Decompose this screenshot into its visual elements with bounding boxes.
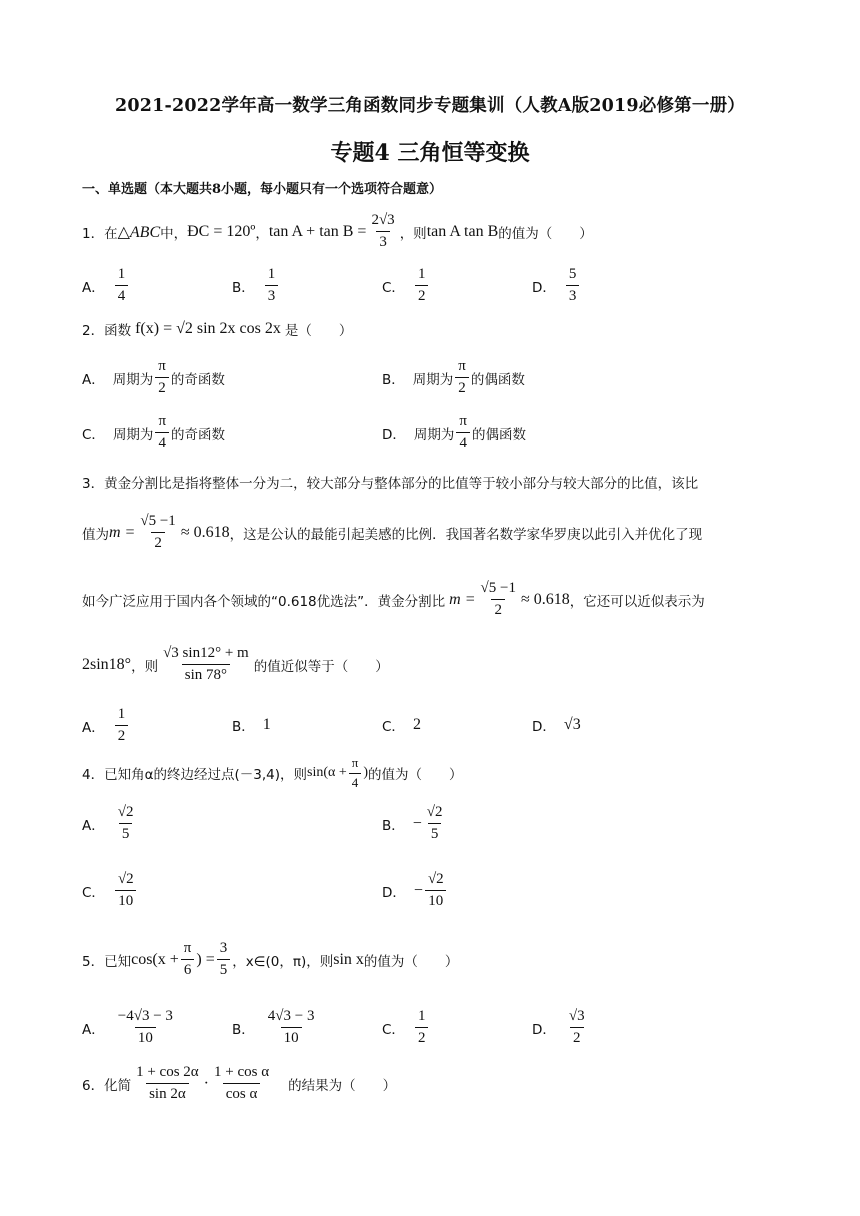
section-heading: 一、单选题（本大题共8小题，每小题只有一个选项符合题意） xyxy=(82,182,443,197)
q5-option-c: C． $\frac{1}{2}$ xyxy=(382,1008,430,1048)
fraction: $\frac{2√3}{3}$ xyxy=(371,212,395,251)
document-title: 2021-2022学年高一数学三角函数同步专题集训（人教A版2019必修第一册） xyxy=(115,96,745,116)
question-3-line-4: 2sin18° ，则 $\frac{√3 \sin 12^\circ + m}{\sin 78^\circ}$ 的值近似等于（ ） xyxy=(82,645,389,684)
q3-option-d: D． √3 xyxy=(532,716,581,735)
q2-option-c: C． 周期为 $\frac{\pi}{4}$ 的奇函数 xyxy=(82,413,226,452)
q2-option-d: D． 周期为 $\frac{\pi}{4}$ 的偶函数 xyxy=(382,413,526,452)
q5-option-b: B． $\frac{4√3 - 3}{10}$ xyxy=(232,1008,315,1047)
q1-option-b: B． $\frac{1}{3}$ xyxy=(232,266,280,306)
q1-option-d: D． $\frac{5}{3}$ xyxy=(532,266,581,306)
q4-option-b: B． − $\frac{√2}{5}$ xyxy=(382,804,443,843)
question-1: 1． 在 △ABC 中， ÐC = 120º ， tan A + tan B = $\frac{2√3}{3}$ ，则 tan A tan B 的值为（ ） xyxy=(82,212,593,251)
q4-option-a: A． $\frac{√2}{5}$ xyxy=(82,804,134,843)
question-5: 5．已知 cos(x + $\frac{\pi}{6}$ ) = $\frac{3}{5}$ ，x∈(0，π)，则 sin x 的值为（ ） xyxy=(82,940,459,979)
q4-option-c: C． $\frac{√2}{10}$ xyxy=(82,871,139,911)
q2-option-a: A． 周期为 $\frac{\pi}{2}$ 的奇函数 xyxy=(82,358,225,397)
question-2: 2． 函数 f(x) = √2 sin 2x cos 2x 是（ ） xyxy=(82,320,353,339)
q3-option-a: A． $\frac{1}{2}$ xyxy=(82,706,130,746)
q3-option-b: B． 1 xyxy=(232,716,271,735)
question-3-line-2: 值为 m = $\frac{√5 -1}{2}$ ≈ 0.618 ，这是公认的最能引起美感的比例．我国著名数学家华罗庚以此引入并优化了现 xyxy=(82,513,703,552)
q4-option-d: D． − $\frac{√2}{10}$ xyxy=(382,871,449,911)
question-3-line-3: 如今广泛应用于国内各个领域的“0.618优选法”．黄金分割比 m = $\frac{√5 -1}{2}$ ≈ 0.618 ，它还可以近似表示为 xyxy=(82,580,705,619)
q5-option-a: A． $\frac{-4√3 - 3}{10}$ xyxy=(82,1008,173,1047)
question-4: 4．已知角α的终边经过点(－3,4)，则 sin(α + $\frac{\pi}{4}$ ) 的值为（ ） xyxy=(82,755,463,790)
document-subtitle: 专题4 三角恒等变换 xyxy=(330,140,530,166)
question-3-line-1: 3．黄金分割比是指将整体一分为二，较大部分与整体部分的比值等于较小部分与较大部分的比值，该比 xyxy=(82,476,699,492)
q3-option-c: C． 2 xyxy=(382,716,421,735)
q1-option-a: A． $\frac{1}{4}$ xyxy=(82,266,130,306)
q5-option-d: D． $\frac{√3}{2}$ xyxy=(532,1008,585,1047)
q1-option-c: C． $\frac{1}{2}$ xyxy=(382,266,430,306)
q2-option-b: B． 周期为 $\frac{\pi}{2}$ 的偶函数 xyxy=(382,358,525,397)
question-6: 6．化简 $\frac{1 + \cos 2\alpha}{\sin 2\alpha}$ · $\frac{\text{1 + cos α}}{\text{cos α}}$ 的结果为（ ） xyxy=(82,1064,397,1103)
